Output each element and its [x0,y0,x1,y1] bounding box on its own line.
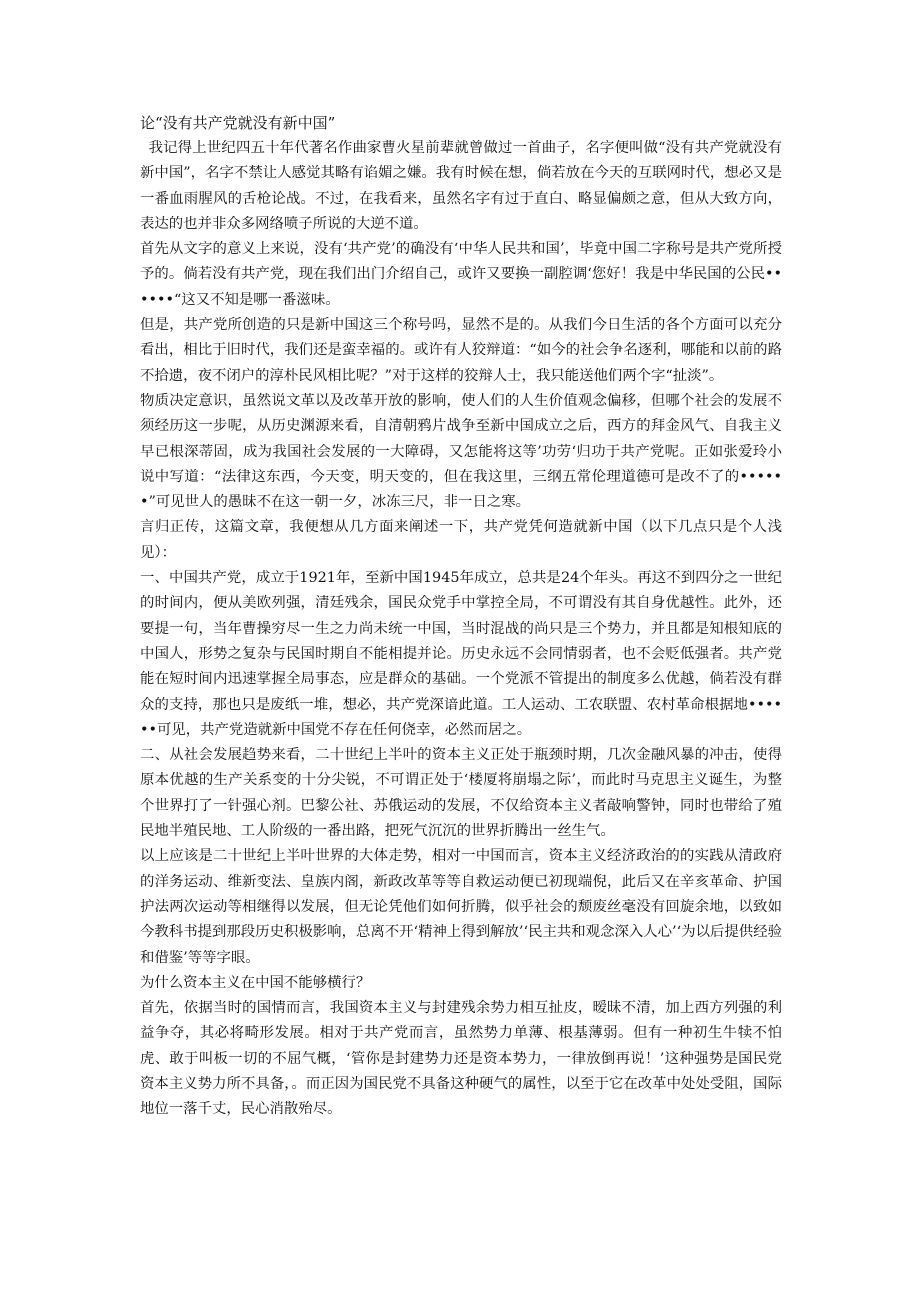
paragraph-point-two: 二、从社会发展趋势来看，二十世纪上半叶的资本主义正处于瓶颈时期，几次金融风暴的冲击，使得原本优越的生产关系变的十分尖锐，不可谓正处于‘楼厦将崩塌之际’，而此时马克思主义诞生，为整个世界打了一针强心剂。巴黎公社、苏俄运动的发展，不仅给资本主义者敲响警钟，同时也带给了殖民地半殖民地、工人阶级的一番出路，把死气沉沉的世界折腾出一丝生气。 [140,747,782,840]
paragraph-question: 为什么资本主义在中国不能够横行？ [140,974,371,991]
paragraph-world-trend: 以上应该是二十世纪上半叶世界的大体走势，相对一中国而言，资本主义经济政治的的实践从清政府的洋务运动、维新变法、皇族内阁，新政改革等等自救运动便已初现端倪，此后又在辛亥革命、护国护法两次运动等相继得以发展，但无论凭他们如何折腾，似乎社会的颓废丝毫没有回旋余地，以致如今教科书提到那段历史积极影响，总离不开‘精神上得到解放’‘民主共和观念深入人心’‘为以后提供经验和借鉴’等等字眼。 [140,848,782,966]
document-title: 论“没有共产党就没有新中国” [140,114,336,132]
document-page [140,110,782,1123]
paragraph-however: 但是，共产党所创造的只是新中国这三个称号吗，显然不是的。从我们今日生活的各个方面可以充分看出，相比于旧时代，我们还是蛮幸福的。或许有人狡辩道：“如今的社会争名逐利，哪能和以前的路不拾遗，夜不闭户的淳朴民风相比呢？”对于这样的狡辩人士，我只能送他们两个字“扯淡”。 [140,317,782,384]
paragraph-point-one: 一、中国共产党，成立于1921年，至新中国1945年成立，总共是24个年头。再这不到四分之一世纪的时间内，便从美欧列强，清廷残余，国民众党手中掌控全局，不可谓没有其自身优越性。此外，还要提一句，当年曹操穷尽一生之力尚未统一中国，当时混战的尚只是三个势力，并且都是知根知底的中国人，形势之复杂与民国时期自不能相提并论。历史永远不会同情弱者，也不会贬低强者。共产党能在短时间内迅速掌握全局事态，应是群众的基础。一个党派不管提出的制度多么优越，倘若没有群众的支持，那也只是废纸一堆，想必，共产党深谙此道。工人运动、工农联盟、农村革命根据地••••••可见，共产党造就新中国党不存在任何侥幸，必然而居之。 [140,570,782,738]
paragraph-first-reason: 首先，依据当时的国情而言，我国资本主义与封建残余势力相互扯皮，暧昧不清，加上西方列强的利益争夺，其必将畸形发展。相对于共产党而言，虽然势力单薄、根基薄弱。但有一种初生牛犊不怕虎、敢于叫板一切的不屈气概，‘管你是封建势力还是资本势力，一律放倒再说！’这种强势是国民党资本主义势力所不具备，。而正因为国民党不具备这种硬气的属性，以至于它在改革中处处受阻，国际地位一落千丈，民心消散殆尽。 [140,1000,782,1118]
paragraph-back-to-topic: 言归正传，这篇文章，我便想从几方面来阐述一下，共产党凭何造就新中国（以下几点只是个人浅见）： [140,519,782,561]
paragraph-intro: 我记得上世纪四五十年代著名作曲家曹火星前辈就曾做过一首曲子，名字便叫做“没有共产党就没有新中国”，名字不禁让人感觉其略有谄媚之嫌。我有时候在想，倘若放在今天的互联网时代，想必又是一番血雨腥风的舌枪论战。不过，在我看来，虽然名字有过于直白、略显偏颇之意，但从大致方向，表达的也并非众多网络喷子所说的大逆不道。 [140,140,782,232]
paragraph-text-meaning: 首先从文字的意义上来说，没有‘共产党’的确没有‘中华人民共和国’，毕竟中国二字称号是共产党所授予的。倘若没有共产党，现在我们出门介绍自己，或许又要换一副腔调‘您好！我是中华民国的公民••••••“这又不知是哪一番滋味。 [140,241,782,308]
paragraph-material: 物质决定意识，虽然说文革以及改革开放的影响，使人们的人生价值观念偏移，但哪个社会的发展不须经历这一步呢，从历史渊源来看，自清朝鸦片战争至新中国成立之后，西方的拜金风气、自我主义早已根深蒂固，成为我国社会发展的一大障碍，又怎能将这等’功劳‘归功于共产党呢。正如张爱玲小说中写道：“法律这东西，今天变，明天变的，但在我这里，三纲五常伦理道德可是改不了的••••••”可见世人的愚昧不在这一朝一夕，冰冻三尺，非一日之寒。 [140,392,782,511]
